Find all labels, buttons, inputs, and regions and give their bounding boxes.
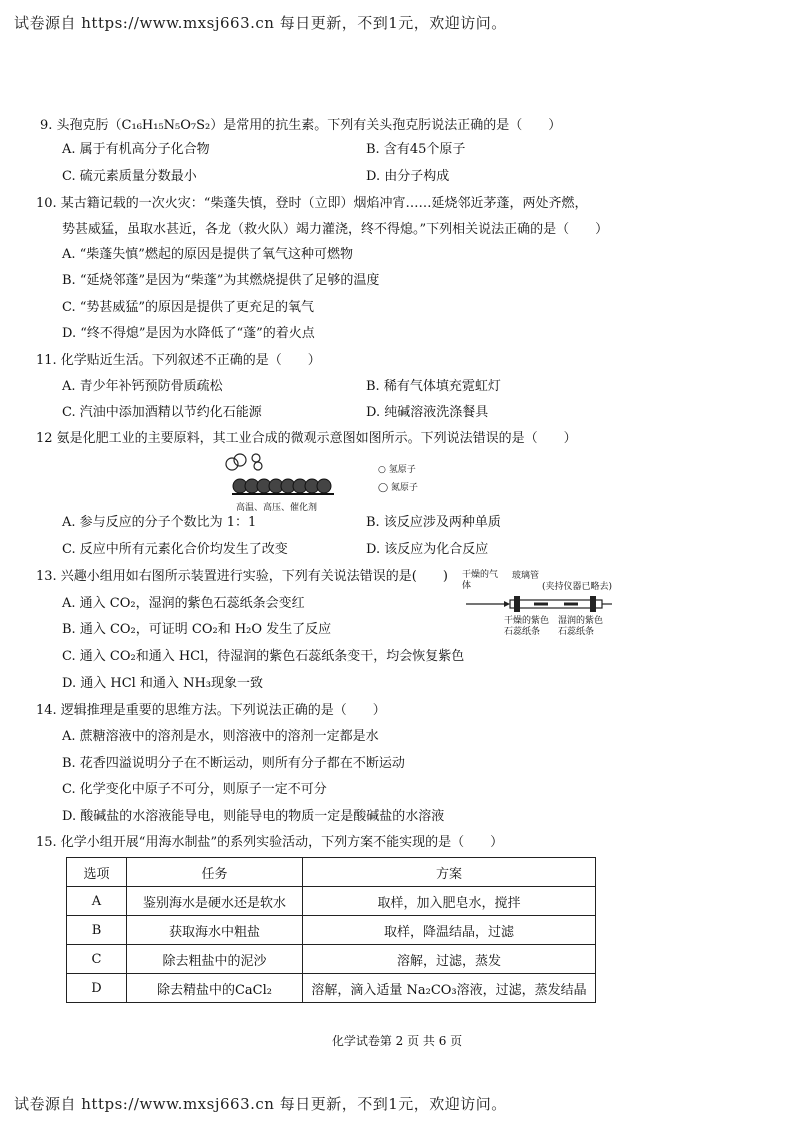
- q10-option-c: C. “势甚威猛”的原因是提供了更充足的氧气: [62, 300, 315, 315]
- q14-option-d: D. 酸碱盐的水溶液能导电，则能导电的物质一定是酸碱盐的水溶液: [62, 809, 445, 824]
- apparatus-diagram: [464, 592, 614, 616]
- table-cell: 溶解，过滤，蒸发: [303, 945, 596, 974]
- dry-litmus-strip-label: 干燥的紫色石蕊纸条: [504, 616, 550, 637]
- dry-gas-label: 干燥的气体: [462, 570, 499, 591]
- q10-stem-line1: 10. 某古籍记载的一次火灾：“柴蓬失慎，登时（立即）烟焰冲宵……延烧邻近茅蓬，两处齐燃，: [36, 196, 588, 211]
- catalyst-label: 高温、高压、催化剂: [236, 503, 318, 513]
- q13-option-d: D. 通入 HCl 和通入 NH₃现象一致: [62, 676, 263, 691]
- q9-option-c: C. 硫元素质量分数最小: [62, 169, 197, 184]
- table-cell: 取样，降温结晶，过滤: [303, 916, 596, 945]
- table-cell: 除去粗盐中的泥沙: [127, 945, 303, 974]
- q13-option-b: B. 通入 CO₂，可证明 CO₂和 H₂O 发生了反应: [62, 622, 332, 637]
- q12-option-d: D. 该反应为化合反应: [366, 542, 489, 557]
- table-cell: 获取海水中粗盐: [127, 916, 303, 945]
- q9-stem: 9. 头孢克肟（C₁₆H₁₅N₅O₇S₂）是常用的抗生素。下列有关头孢克肟说法正确的是（ ）: [40, 118, 562, 133]
- table-row: [67, 887, 596, 916]
- q14-option-a: A. 蔗糖溶液中的溶剂是水，则溶液中的溶剂一定都是水: [62, 729, 379, 744]
- q15-stem: 15. 化学小组开展“用海水制盐”的系列实验活动，下列方案不能实现的是（ ）: [36, 835, 504, 850]
- table-header-cell: 选项: [67, 858, 127, 887]
- q10-stem-line2: 势甚威猛，虽取水甚近，各龙（救火队）竭力灌浇，终不得熄。”下列相关说法正确的是（ ）: [62, 222, 609, 237]
- table-cell: C: [67, 945, 127, 974]
- hydrogen-atom-legend: ○ 氢原子: [378, 465, 416, 475]
- q14-option-b: B. 花香四溢说明分子在不断运动，则所有分子都在不断运动: [62, 756, 405, 771]
- ammonia-synthesis-diagram: [218, 450, 348, 508]
- q14-stem: 14. 逻辑推理是重要的思维方法。下列说法正确的是（ ）: [36, 703, 386, 718]
- table-row: [67, 916, 596, 945]
- table-cell: A: [67, 887, 127, 916]
- wet-litmus-strip-label: 湿润的紫色石蕊纸条: [558, 616, 604, 637]
- q13-stem: 13. 兴趣小组用如右图所示装置进行实验，下列有关说法错误的是( ): [36, 569, 448, 584]
- q14-option-c: C. 化学变化中原子不可分，则原子一定不可分: [62, 782, 327, 797]
- q13-option-c: C. 通入 CO₂和通入 HCl，待湿润的紫色石蕊纸条变干，均会恢复紫色: [62, 649, 465, 664]
- q13-option-a: A. 通入 CO₂，湿润的紫色石蕊纸条会变红: [62, 596, 305, 611]
- table-cell: 溶解，滴入适量 Na₂CO₃溶液，过滤，蒸发结晶: [303, 974, 596, 1003]
- table-cell: 取样，加入肥皂水，搅拌: [303, 887, 596, 916]
- q15-table: [66, 857, 596, 1003]
- table-cell: 除去精盐中的CaCl₂: [127, 974, 303, 1003]
- q11-stem: 11. 化学贴近生活。下列叙述不正确的是（ ）: [36, 353, 321, 368]
- q11-option-a: A. 青少年补钙预防骨质疏松: [62, 379, 223, 394]
- q9-option-d: D. 由分子构成: [366, 169, 450, 184]
- table-header-cell: 方案: [303, 858, 596, 887]
- q12-option-c: C. 反应中所有元素化合价均发生了改变: [62, 542, 288, 557]
- q10-option-a: A. “柴蓬失慎”燃起的原因是提供了氧气这种可燃物: [62, 247, 353, 262]
- q9-option-a: A. 属于有机高分子化合物: [62, 142, 210, 157]
- q12-option-b: B. 该反应涉及两种单质: [366, 515, 501, 530]
- q11-option-d: D. 纯碱溶液洗涤餐具: [366, 405, 489, 420]
- page-footer: 化学试卷第 2 页 共 6 页: [331, 1034, 463, 1048]
- glass-tube-label: 玻璃管: [512, 571, 540, 581]
- q10-option-d: D. “终不得熄”是因为水降低了“蓬”的着火点: [62, 326, 315, 341]
- q12-stem: 12 氨是化肥工业的主要原料，其工业合成的微观示意图如图所示。下列说法错误的是（ ）: [36, 431, 577, 446]
- table-cell: 鉴别海水是硬水还是软水: [127, 887, 303, 916]
- q9-option-b: B. 含有45个原子: [366, 142, 466, 157]
- q10-option-b: B. “延烧邻蓬”是因为“柴蓬”为其燃烧提供了足够的温度: [62, 273, 380, 288]
- q12-option-a: A. 参与反应的分子个数比为 1：1: [62, 515, 257, 530]
- nitrogen-atom-legend: ◯ 氮原子: [378, 483, 418, 493]
- table-row: [67, 945, 596, 974]
- q11-option-b: B. 稀有气体填充霓虹灯: [366, 379, 501, 394]
- bottom-banner: 试卷源自 https://www.mxsj663.cn 每日更新，不到1元，欢迎访问。: [14, 1095, 507, 1113]
- q11-option-c: C. 汽油中添加酒精以节约化石能源: [62, 405, 262, 420]
- table-row: [67, 974, 596, 1003]
- clamp-note-label: (夹持仪器已略去): [542, 582, 613, 592]
- table-header-cell: 任务: [127, 858, 303, 887]
- table-header-row: [67, 858, 596, 887]
- table-cell: D: [67, 974, 127, 1003]
- top-banner: 试卷源自 https://www.mxsj663.cn 每日更新，不到1元，欢迎访问。: [14, 14, 507, 32]
- table-cell: B: [67, 916, 127, 945]
